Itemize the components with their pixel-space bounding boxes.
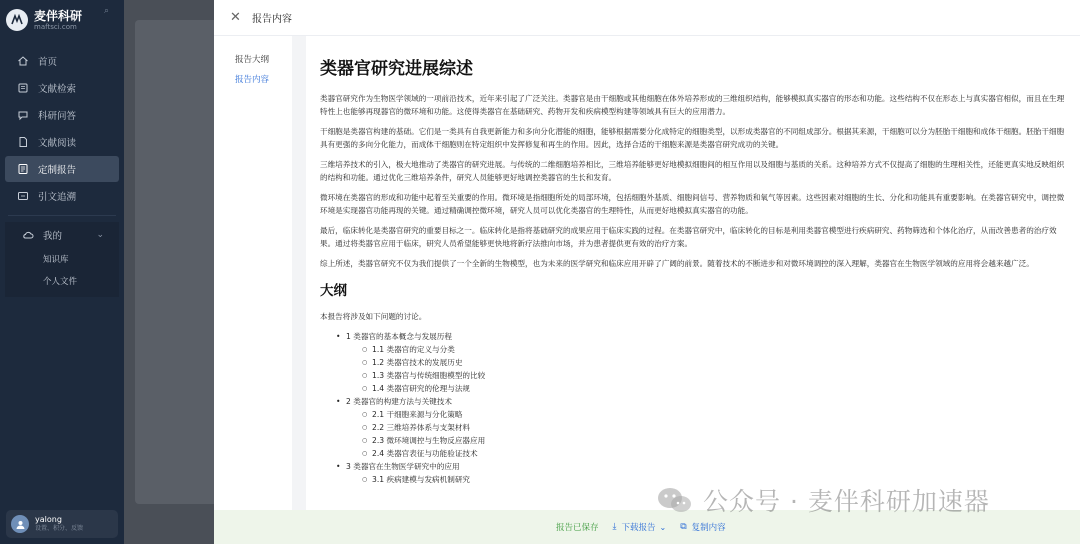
brand-name: 麦伴科研 xyxy=(34,8,83,23)
outline-list xyxy=(336,330,1070,486)
outline-section: ○ 2.1 干细胞来源与分化策略 xyxy=(362,408,1070,421)
copy-content-button[interactable] xyxy=(680,521,725,533)
outline-intro: 本报告将涉及如下问题的讨论。 xyxy=(320,312,427,321)
report-content[interactable] xyxy=(292,36,1080,510)
chevron-down-icon: ⌄ xyxy=(659,522,667,532)
toc-item-content[interactable]: 报告内容 xyxy=(235,75,270,85)
sidebar-item-personal-files[interactable]: 个人文件 xyxy=(43,277,78,287)
sidebar-group-mine[interactable] xyxy=(10,222,114,248)
cloud-icon xyxy=(22,229,34,241)
sidebar-item-label: 科研问答 xyxy=(38,111,77,122)
sidebar-item-label: 定制报告 xyxy=(38,165,77,176)
report-title: 类器官研究进展综述 xyxy=(320,59,473,79)
outline-chapter xyxy=(336,395,1070,460)
avatar xyxy=(11,515,29,533)
drawer-title: 报告内容 xyxy=(252,14,292,25)
sidebar-item-literature-reading[interactable] xyxy=(5,129,119,155)
report-toc xyxy=(214,36,292,510)
app-sidebar xyxy=(0,0,124,544)
sidebar-item-label: 首页 xyxy=(38,57,58,68)
sidebar-item-literature-search[interactable] xyxy=(5,75,119,101)
my-group xyxy=(5,222,119,297)
saved-status: 报告已保存 xyxy=(556,523,599,533)
user-meta: 设置、积分、反馈 xyxy=(35,525,84,532)
download-icon: ⤓ xyxy=(612,522,617,532)
link-icon xyxy=(17,190,29,202)
outline-chapter xyxy=(336,330,1070,395)
sidebar-item-label: 文献阅读 xyxy=(38,138,77,149)
watermark-text: 公众号 · 麦伴科研加速器 xyxy=(703,487,990,516)
outline-section: ○ 2.2 三维培养体系与支架材料 xyxy=(362,421,1070,434)
outline-section: ○ 3.1 疾病建模与发病机制研究 xyxy=(362,473,1070,486)
report-paragraph: 三维培养技术的引入，极大地推动了类器官的研究进展。与传统的二维细胞培养相比，三维培养能够更好地模拟细胞间的相互作用以及细胞与基质的关系。这种培养方式不仅提高了细胞的生理相关性，还能更真实地反映组织的结构和功能。通过优化三维培养条件，研究人员能够更好地调控类器官的生长和发育。 xyxy=(320,160,1065,182)
drawer-header xyxy=(214,0,1080,36)
download-report-button[interactable] xyxy=(613,521,667,533)
sidebar-item-knowledge-base[interactable]: 知识库 xyxy=(43,255,69,265)
download-label: 下载报告 xyxy=(621,523,656,533)
report-paragraph: 最后，临床转化是类器官研究的重要目标之一。临床转化是指将基础研究的成果应用于临床实践的过程。在类器官研究中，临床转化的目标是利用类器官模型进行疾病研究、药物筛选和个体化治疗，从而改善患者的治疗效果。通过将类器官应用于临床，研究人员希望能够更快地将新疗法推向市场，并为患者提供更有效的治疗方案。 xyxy=(320,226,1057,248)
copy-icon: ⧉ xyxy=(680,522,687,532)
report-drawer xyxy=(214,0,1080,544)
report-paragraph: 综上所述，类器官研究不仅为我们提供了一个全新的生物模型，也为未来的医学研究和临床应用开辟了广阔的前景。随着技术的不断进步和对微环境调控的深入理解，类器官在生物医学领域的应用将会越来越广泛。 xyxy=(320,259,1034,268)
background-card xyxy=(135,20,220,504)
wechat-logo-icon xyxy=(655,485,695,515)
outline-section: ○ 1.1 类器官的定义与分类 xyxy=(362,343,1070,356)
outline-section: ○ 1.2 类器官技术的发展历史 xyxy=(362,356,1070,369)
watermark xyxy=(655,482,990,518)
user-profile[interactable] xyxy=(6,510,118,538)
brand-logo-icon xyxy=(6,9,28,31)
sidebar-item-custom-report[interactable] xyxy=(5,156,119,182)
sidebar-item-citation-trace[interactable] xyxy=(5,183,119,209)
brand-domain: maftsci.com xyxy=(34,22,77,31)
sidebar-search-icon[interactable]: ⌕ xyxy=(104,6,110,16)
outline-chapter-label: 2 类器官的构建方法与关键技术 xyxy=(346,397,452,406)
report-paragraph: 类器官研究作为生物医学领域的一项前沿技术，近年来引起了广泛关注。类器官是由干细胞或其他细胞在体外培养形成的三维组织结构，能够模拟真实器官的形态和功能。这些结构不仅在形态上与真实器官相似，而且在生理特性上也能够再现器官的微环境和功能。这使得类器官在基础研究、药物开发和疾病模型构建等领域具有巨大的应用潜力。 xyxy=(320,94,1065,116)
home-icon xyxy=(17,55,29,67)
chevron-down-icon: ⌄ xyxy=(96,230,104,240)
user-name: yalong xyxy=(35,515,62,524)
sidebar-divider xyxy=(8,215,116,216)
sidebar-item-home[interactable] xyxy=(5,48,119,74)
outline-chapter-label: 1 类器官的基本概念与发展历程 xyxy=(346,332,452,341)
outline-section: ○ 1.3 类器官与传统细胞模型的比较 xyxy=(362,369,1070,382)
outline-section: ○ 2.3 微环境调控与生物反应器应用 xyxy=(362,434,1070,447)
copy-label: 复制内容 xyxy=(691,523,726,533)
toc-item-outline[interactable]: 报告大纲 xyxy=(235,55,270,65)
outline-section: ○ 1.4 类器官研究的伦理与法规 xyxy=(362,382,1070,395)
report-paragraph: 干细胞是类器官构建的基础。它们是一类具有自我更新能力和多向分化潜能的细胞，能够根据需要分化成特定的细胞类型，以形成类器官的不同组成部分。根据其来源，干细胞可以分为胚胎干细胞和成体干细胞。胚胎干细胞具有更强的多向分化能力，而成体干细胞则在特定组织中发挥修复和再生的作用。因此，选择合适的干细胞来源是类器官研究成功的关键。 xyxy=(320,127,1065,149)
outline-heading: 大纲 xyxy=(320,283,347,299)
document-icon xyxy=(17,136,29,148)
sidebar-group-label: 我的 xyxy=(43,231,63,242)
sidebar-item-label: 引文追溯 xyxy=(38,192,77,203)
outline-section: ○ 2.4 类器官表征与功能验证技术 xyxy=(362,447,1070,460)
main-nav xyxy=(0,48,124,297)
report-icon xyxy=(17,163,29,175)
sidebar-item-research-qa[interactable] xyxy=(5,102,119,128)
report-paragraph: 微环境在类器官的形成和功能中起着至关重要的作用。微环境是指细胞所处的局部环境，包括细胞外基质、细胞间信号、营养物质和氧气等因素。这些因素对细胞的生长、分化和功能具有重要影响。在类器官研究中，调控微环境是实现器官功能再现的关键。通过精确调控微环境，研究人员可以优化类器官的生理特性，从而更好地模拟真实器官的功能。 xyxy=(320,193,1065,215)
outline-chapter-label: 3 类器官在生物医学研究中的应用 xyxy=(346,462,460,471)
close-icon[interactable]: ✕ xyxy=(230,9,241,25)
book-icon xyxy=(17,82,29,94)
sidebar-item-label: 文献检索 xyxy=(38,84,77,95)
chat-icon xyxy=(17,109,29,121)
